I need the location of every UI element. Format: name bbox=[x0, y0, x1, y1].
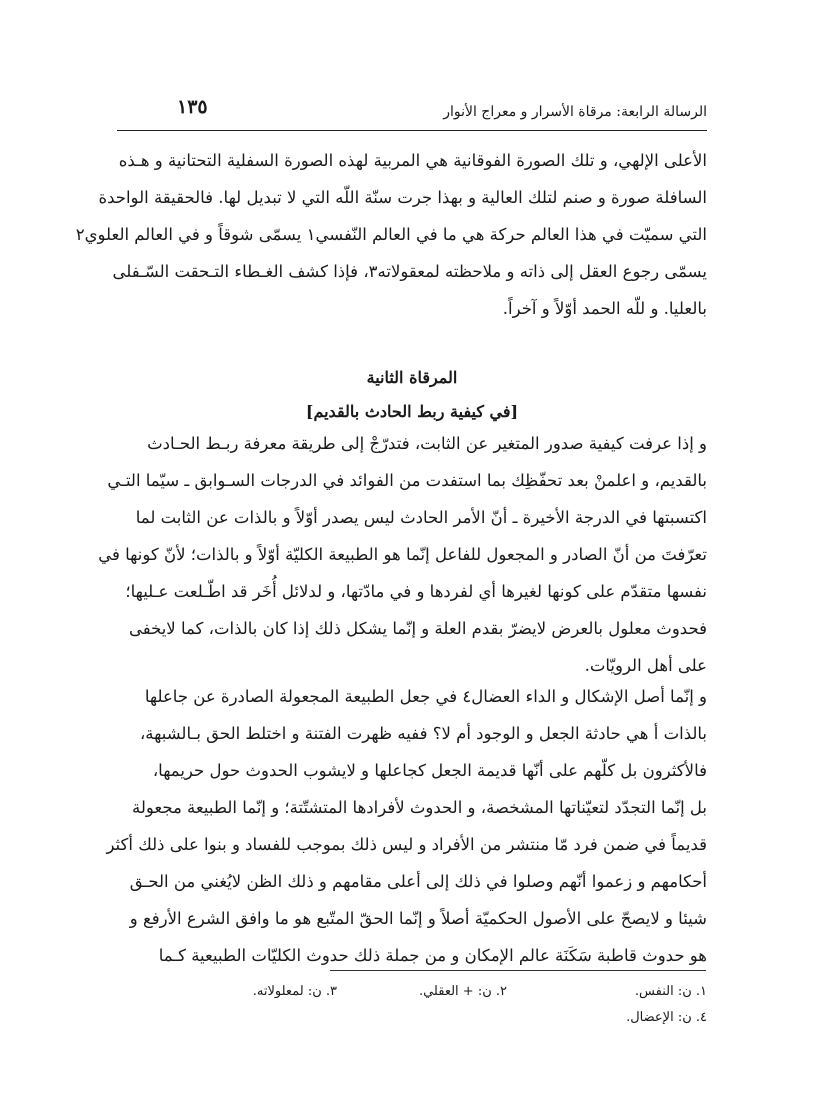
text-line: فالأكثرون بل كلّهم على أنّها قديمة الجعل كجاعلها و لايشوب الحدوث حول حريمها، bbox=[152, 761, 707, 780]
text-line: و إذا عرفت كيفية صدور المتغير عن الثابت، فتدرّجْ إلى طريقة معرفة ربـط الحـادث bbox=[147, 434, 707, 453]
header-rule bbox=[117, 130, 707, 131]
text-line: بل إنّما التجدّد لتعيّناتها المشخصة، و الحدوث لأفرادها المتشتّتة؛ و إنّما الطبيعة مجعولة bbox=[131, 798, 707, 817]
text-line: يسمّى رجوع العقل إلى ذاته و ملاحظته لمعقولاته٣، فإذا كشف الغـطاء التـحقت السّـفلى bbox=[112, 262, 707, 281]
footnote-rule bbox=[330, 970, 706, 971]
text-line: أحكامهم و زعموا أنّهم وصلوا في ذلك إلى أعلى مقامهم و ذلك الظن لايُغني من الحـق bbox=[129, 872, 707, 891]
text-line: السافلة صورة و صنم لتلك العالية و بهذا جرت سنّة اللّه التي لا تبديل لها. فالحقيقة الواحدة bbox=[98, 188, 707, 207]
footnote-row bbox=[117, 984, 707, 1004]
text-line: الأعلى الإلهي، و تلك الصورة الفوقانية هي المربية لهذه الصورة السفلية التحتانية و هـذه bbox=[118, 151, 707, 170]
text-line: قديماً في ضمن فرد مّا منتشر من الأفراد و ليس ذلك بموجب للفساد و بنوا على ذلك أكثر bbox=[106, 835, 707, 854]
text-line: بالذات أ هي حادثة الجعل و الوجود أم لا؟ ففيه ظهرت الفتنة و اختلط الحق بـالشبهة، bbox=[139, 724, 707, 743]
text-line: اكتسبتها في الدرجة الأخيرة ـ أنّ الأمر الحادث ليس يصدر أوّلاً و بالذات عن الثابت لما bbox=[135, 508, 707, 527]
footnote-4: ٤. ن: الإعضال. bbox=[626, 1010, 707, 1025]
text-line: شيئا و لايصحّ على الأصول الحكميّة أصلاً و إنّما الحقّ المتّبع هو ما وافق الشرع الأرفع و bbox=[129, 909, 707, 928]
text-line: نفسها متقدّم على كونها لغيرها أي لفردها و في مادّتها، و لدلائل أُخَر قد اطّـلعت عـليها؛ bbox=[125, 582, 707, 601]
paragraph-1 bbox=[75, 142, 707, 327]
text-line: على أهل الرويّات. bbox=[584, 656, 707, 675]
text-line: بالقديم، و اعلمنْ بعد تحفّظِك بما استفدت من الفوائد في الدرجات السـوابق ـ سيّما التـي bbox=[107, 471, 707, 490]
page-number: ١٣٥ bbox=[177, 96, 208, 118]
text-line: بالعليا. و للّه الحمد أوّلاً و آخراً. bbox=[502, 299, 707, 318]
text-line: التي سميّت في هذا العالم حركة هي ما في العالم النّفسي١ يسمّى شوقاً و في العالم العلوي٢ bbox=[75, 225, 707, 244]
text-line: هو حدوث قاطبة سَكَنَة عالم الإمكان و من جملة ذلك حدوث الكليّات الطبيعية كـما bbox=[158, 946, 707, 965]
paragraph-3 bbox=[106, 678, 707, 974]
text-line: و إنّما أصل الإشكال و الداء العضال٤ في جعل الطبيعة المجعولة الصادرة عن جاعلها bbox=[144, 687, 707, 706]
paragraph-2 bbox=[98, 425, 707, 684]
section-subtitle: [في كيفية ربط الحادث بالقديم] bbox=[305, 402, 519, 421]
footnote-1: ١. ن: النفس. bbox=[634, 984, 707, 999]
footnote-3: ٣. ن: لمعلولاته. bbox=[252, 984, 337, 999]
text-line: تعرّفتَ من أنّ الصادر و المجعول للفاعل إنّما هو الطبيعة الكليّة أوّلاً و بالذات؛ لأنّ كونها في bbox=[98, 545, 707, 564]
footnote-2: ٢. ن: + العقلي. bbox=[418, 984, 507, 999]
page-header bbox=[117, 96, 707, 130]
text-line: فحدوث معلول بالعرض لايضرّ بقدم العلة و إنّما يشكل ذلك إذا كان بالذات، كما لايخفى bbox=[128, 619, 707, 638]
running-title: الرسالة الرابعة: مرقاة الأسرار و معراج الأنوار bbox=[443, 104, 707, 120]
footnote-row bbox=[117, 1010, 707, 1030]
section-title: المرقاة الثانية bbox=[366, 368, 458, 387]
